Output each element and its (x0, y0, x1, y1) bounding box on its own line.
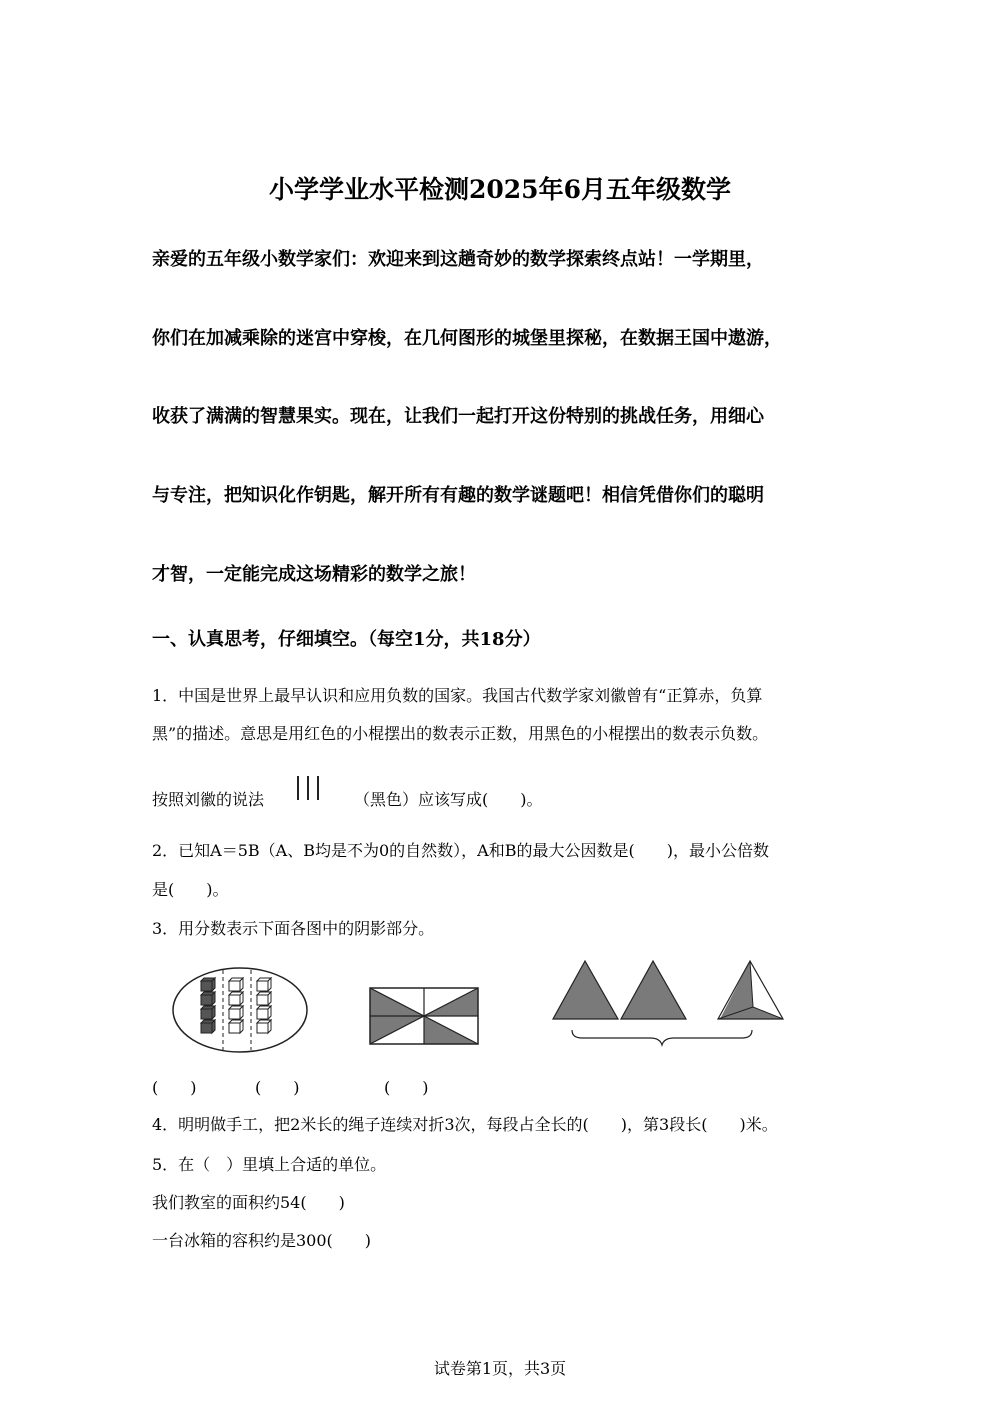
q1-line-1: 1．中国是世界上最早认识和应用负数的国家。我国古代数学家刘徽曾有“正算赤，负算 (152, 686, 763, 705)
page-title: 小学学业水平检测2025年6月五年级数学 (269, 175, 731, 204)
q3-text: 3．用分数表示下面各图中的阴影部分。 (152, 919, 435, 938)
q5-item-2: 一台冰箱的容积约是300( ) (152, 1231, 372, 1250)
q1-line-3-after: （黑色）应该写成( )。 (354, 790, 543, 809)
q1-line-2: 黑”的描述。意思是用红色的小棍摆出的数表示正数，用黑色的小棍摆出的数表示负数。 (152, 724, 769, 743)
intro-line-3: 收获了满满的智慧果实。现在，让我们一起打开这份特别的挑战任务，用细心 (152, 406, 764, 427)
intro-line-1: 亲爱的五年级小数学家们：欢迎来到这趟奇妙的数学探索终点站！一学期里， (152, 249, 764, 270)
q2-line-1: 2．已知A＝5B（A、B均是不为0的自然数），A和B的最大公因数是( )，最小公倍数 (152, 841, 769, 860)
q3-answer-2: ( ) (255, 1078, 300, 1097)
q1-line-3-before: 按照刘徽的说法 (152, 790, 265, 809)
q5-text: 5．在（ ）里填上合适的单位。 (152, 1155, 387, 1174)
page-footer: 试卷第1页，共3页 (433, 1359, 567, 1378)
section-heading: 一、认真思考，仔细填空。（每空1分，共18分） (152, 629, 541, 650)
counting-rods-icon (294, 774, 324, 802)
cubes-oval-figure (170, 965, 310, 1055)
rectangle-figure (370, 988, 480, 1046)
intro-line-2: 你们在加减乘除的迷宫中穿梭，在几何图形的城堡里探秘，在数据王国中遨游， (152, 328, 782, 349)
triangles-figure (550, 958, 790, 1048)
q3-answer-1: ( ) (152, 1078, 197, 1097)
q3-answer-3: ( ) (384, 1078, 429, 1097)
intro-line-5: 才智，一定能完成这场精彩的数学之旅！ (152, 564, 476, 585)
q2-line-2: 是( )。 (152, 880, 229, 899)
q4-text: 4．明明做手工，把2米长的绳子连续对折3次，每段占全长的( )，第3段长( )米。 (152, 1115, 778, 1134)
q5-item-1: 我们教室的面积约54( ) (152, 1193, 345, 1212)
intro-line-4: 与专注，把知识化作钥匙，解开所有有趣的数学谜题吧！相信凭借你们的聪明 (152, 485, 764, 506)
